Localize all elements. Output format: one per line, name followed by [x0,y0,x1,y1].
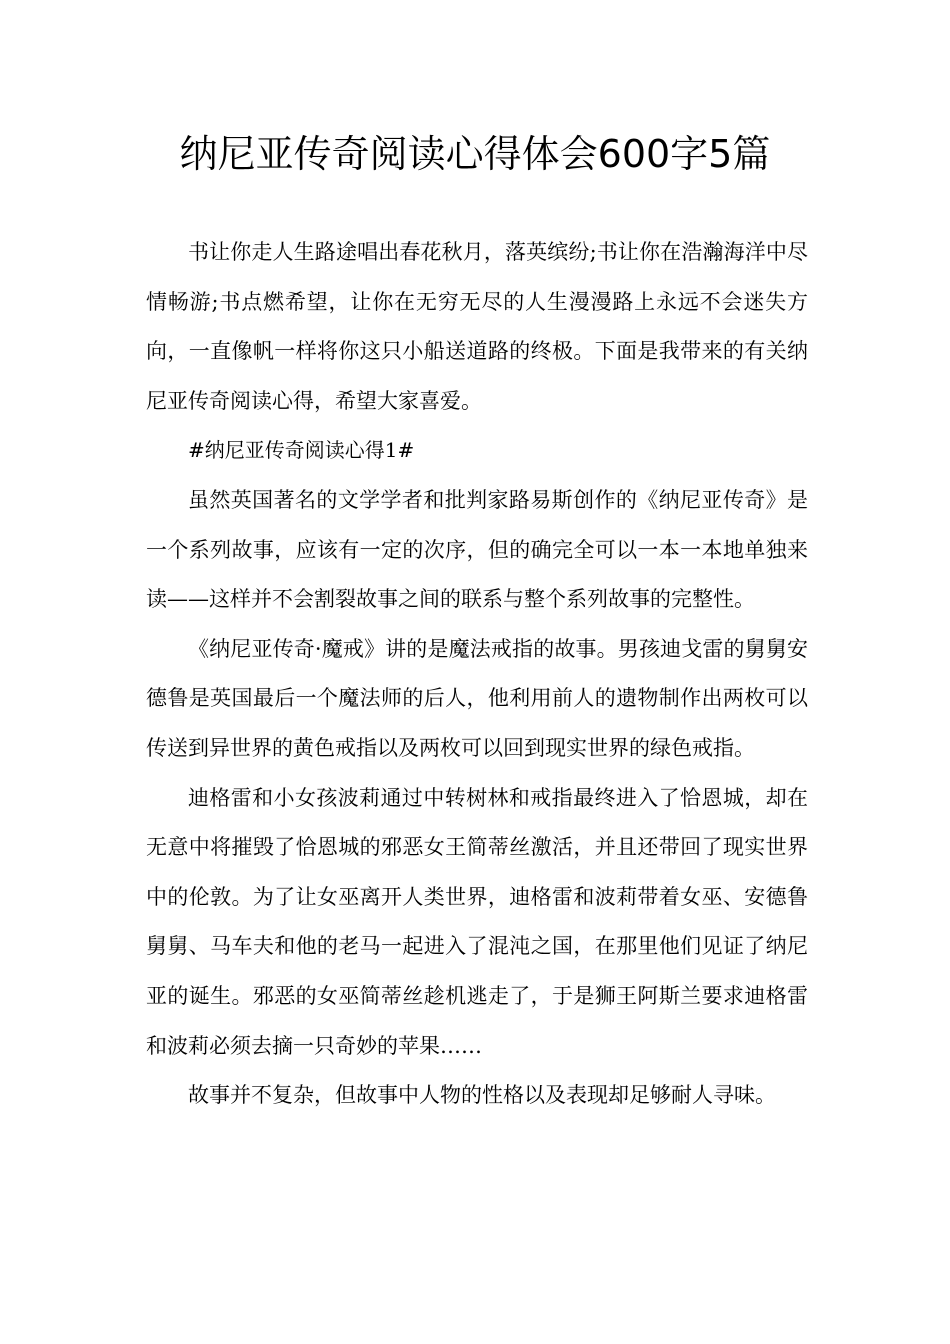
intro-paragraph: 书让你走人生路途唱出春花秋月，落英缤纷;书让你在浩瀚海洋中尽情畅游;书点燃希望，让你在无穷无尽的人生漫漫路上永远不会迷失方向，一直像帆一样将你这只小船送道路的终极。下面是我带来的有关纳尼亚传奇阅读心得，希望大家喜爱。 [146,240,808,413]
body-paragraph: 迪格雷和小女孩波莉通过中转树林和戒指最终进入了恰恩城，却在无意中将摧毁了恰恩城的邪恶女王简蒂丝激活，并且还带回了现实世界中的伦敦。为了让女巫离开人类世界，迪格雷和波莉带着女巫、安德鲁舅舅、马车夫和他的老马一起进入了混沌之国，在那里他们见证了纳尼亚的诞生。邪恶的女巫简蒂丝趁机逃走了，于是狮王阿斯兰要求迪格雷和波莉必须去摘一只奇妙的苹果…… [146,785,808,1058]
body-paragraph: 《纳尼亚传奇·魔戒》讲的是魔法戒指的故事。男孩迪戈雷的舅舅安德鲁是英国最后一个魔法师的后人，他利用前人的遗物制作出两枚可以传送到异世界的黄色戒指以及两枚可以回到现实世界的绿色戒指。 [146,636,808,760]
document-body [146,228,808,1121]
section-heading: #纳尼亚传奇阅读心得1# [188,438,415,463]
body-paragraph: 故事并不复杂，但故事中人物的性格以及表现却足够耐人寻味。 [188,1083,776,1108]
document-title: 纳尼亚传奇阅读心得体会600字5篇 [179,132,771,176]
body-paragraph: 虽然英国著名的文学学者和批判家路易斯创作的《纳尼亚传奇》是一个系列故事，应该有一定的次序，但的确完全可以一本一本地单独来读——这样并不会割裂故事之间的联系与整个系列故事的完整性。 [146,487,808,612]
